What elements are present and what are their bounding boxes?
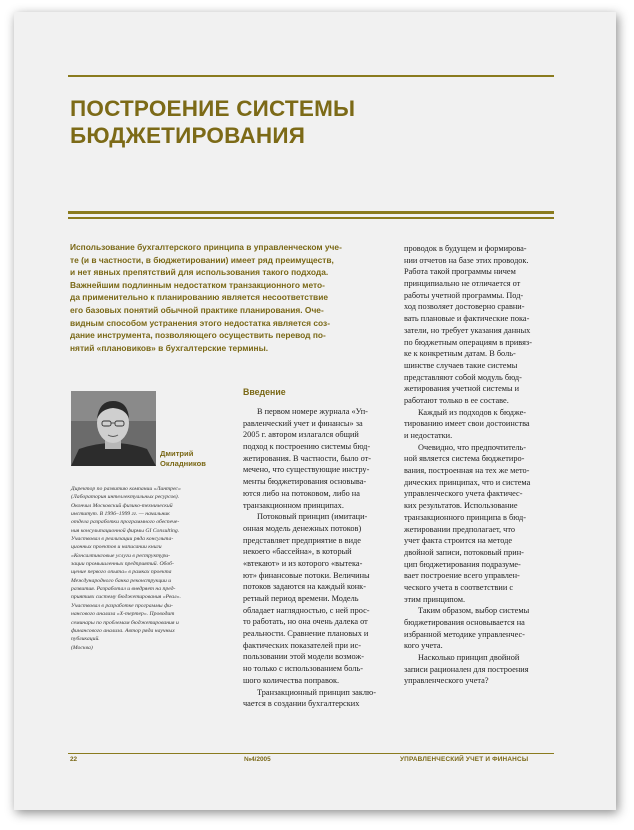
author-photo xyxy=(71,391,156,466)
body-line: подход к построению системы бюд- xyxy=(243,442,371,452)
bio-line: нансового анализа «Х-тертер». Проводит xyxy=(71,611,175,618)
body-line: Таким образом, выбор системы xyxy=(418,606,530,616)
body-line: цип бюджетирования подразуме- xyxy=(404,559,521,569)
body-line: Каждый из подходов к бюдже- xyxy=(418,407,527,417)
article-title xyxy=(70,95,540,149)
body-line: проводок в будущем и формирова- xyxy=(404,244,527,253)
body-line: но только с использованием боль- xyxy=(243,664,363,674)
body-line: записи рационален для построения xyxy=(404,664,529,674)
body-line: ход позволяет достоверно сравни- xyxy=(404,302,525,312)
body-line: 2005 г. автором излагался общий xyxy=(243,430,359,440)
bio-line: развития. Разработал и внедряет на пред- xyxy=(71,586,176,593)
title-rule-top xyxy=(68,211,554,214)
body-line: представляют собой модуль бюд- xyxy=(404,372,522,382)
body-line: «втекают» и из которого «вытека- xyxy=(243,558,363,568)
body-line: работают только в ее составе. xyxy=(404,395,509,405)
issue-number: №4/2005 xyxy=(244,756,271,763)
body-line: Транзакционный принцип заклю- xyxy=(257,687,376,697)
bio-line: Участвовал в разработке программы фи- xyxy=(71,602,173,609)
body-line: жетирования учетной системы и xyxy=(404,384,520,394)
bio-line: институт. В 1996–1999 гг. — начальник xyxy=(71,511,170,518)
body-line: ются либо на потоковом, либо на xyxy=(243,488,360,498)
body-line: представляет предприятие в виде xyxy=(243,535,361,545)
lead-line: Важнейшим подлинным недостатком транзакционного мето- xyxy=(70,279,325,290)
body-line: нии отчетов на базе этих проводок. xyxy=(404,255,529,265)
page-number: 22 xyxy=(70,756,78,763)
body-line: равленческий учет и финансы» за xyxy=(243,418,363,428)
body-line: транзакционном принципах. xyxy=(243,500,344,510)
lead-line: Использование бухгалтерского принципа в управленческом уче- xyxy=(70,242,342,252)
section-heading: Введение xyxy=(243,387,286,397)
body-line: Насколько принцип двойной xyxy=(418,653,520,663)
title-line: БЮДЖЕТИРОВАНИЯ xyxy=(70,123,306,148)
body-line: некоего «бассейна», в который xyxy=(243,547,352,557)
bio-line: Участвовал в реализации ряда консульта- xyxy=(71,536,174,543)
author-bio xyxy=(71,485,223,652)
bio-line: ния консультационной фирмы GI Consulting. xyxy=(71,527,180,534)
body-line: управленческого учета фактичес- xyxy=(404,489,523,499)
body-line: вания, построенная на тех же мето- xyxy=(404,466,530,476)
bio-line: зации промышленных предприятий. Обоб- xyxy=(71,561,174,568)
body-line: управленческого учета? xyxy=(404,676,489,686)
author-last-name: Окладников xyxy=(160,458,206,468)
body-line: В первом номере журнала «Уп- xyxy=(257,407,368,416)
bio-line: финансового анализа. Автор ряда научных xyxy=(71,627,175,634)
body-line: этим принципом. xyxy=(404,594,466,604)
journal-name: УПРАВЛЕНЧЕСКИЙ УЧЕТ И ФИНАНСЫ xyxy=(400,756,529,763)
body-line: ретный период времени. Модель xyxy=(243,594,359,603)
lead-line: видным способом устранения этого недостатка является соз- xyxy=(70,317,330,328)
body-line: реальности. Сравнение плановых и xyxy=(243,629,369,639)
body-line: потоков задаются на каждый конк- xyxy=(243,582,366,592)
body-line: шого количества поправок. xyxy=(243,675,340,685)
body-line: Потоковый принцип (имитаци- xyxy=(257,512,368,522)
body-line: ной является система бюджетиро- xyxy=(404,454,525,464)
body-line: вать плановые и фактические пока- xyxy=(404,314,530,324)
body-line: чается в создании бухгалтерских xyxy=(243,699,360,709)
bio-line: публикаций. xyxy=(71,636,100,643)
body-line: тированию имеет свои достоинства xyxy=(404,419,530,429)
bio-line: отдела разработки программного обеспече- xyxy=(71,519,180,526)
body-line: пользовании этой модели возмож- xyxy=(243,652,364,662)
body-line: фактических показателей при ис- xyxy=(243,640,362,650)
body-line: мечено, что существующие инстру- xyxy=(243,465,370,475)
lead-paragraph xyxy=(70,241,390,354)
body-line: избранной методике управленчес- xyxy=(404,629,525,639)
title-line: ПОСТРОЕНИЕ СИСТЕМЫ xyxy=(70,96,356,121)
body-line: жетировании предполагает, что xyxy=(404,524,515,534)
lead-line: его базовых понятий обычной практике планирования. Оче- xyxy=(70,304,324,315)
top-rule xyxy=(68,75,554,77)
lead-line: те (и в частности, в бюджетировании) имеет ряд преимуществ, xyxy=(70,254,334,265)
body-line: вает построение всего управлен- xyxy=(404,571,520,581)
body-line: ке к конкретным датам. В боль- xyxy=(404,349,516,359)
body-line: жетирования. В частности, было от- xyxy=(243,453,372,463)
body-line: и недостатки. xyxy=(404,431,453,440)
bio-line: ционных проектов и написании книги xyxy=(71,544,162,551)
bio-line: (Лаборатория интеллектуальных ресурсов). xyxy=(71,494,180,501)
bio-line: Международного банка реконструкции и xyxy=(71,577,172,584)
body-line: онная модель денежных потоков) xyxy=(243,523,362,533)
body-line: Работа такой программы ничем xyxy=(404,267,516,277)
lead-line: да применительно к планированию является несоответствие xyxy=(70,292,329,303)
body-column-right xyxy=(404,243,554,687)
body-line: учет факта строится на методе xyxy=(404,536,513,546)
body-line: принципиально не отличается от xyxy=(404,279,521,289)
body-line: по бюджетным операциям в привяз- xyxy=(404,337,532,347)
body-line: работы учетной программы. Под- xyxy=(404,290,524,300)
body-line: затели, но требует указания данных xyxy=(404,325,531,335)
bio-line: Директор по развитию компании «Линтрес» xyxy=(71,486,181,492)
bio-line: семинары по проблемам бюджетирования и xyxy=(71,619,179,626)
body-line: обладает наглядностью, с ней прос- xyxy=(243,605,370,615)
bio-line: приятиях систему бюджетирования «Реал». xyxy=(71,594,181,601)
lead-line: нятий «плановиков» в бухгалтерские термины. xyxy=(70,342,269,353)
body-line: ческого учета в соответствии с xyxy=(404,582,514,592)
body-line: двойной записи, потоковый прин- xyxy=(404,547,524,557)
body-line: кого учета. xyxy=(404,641,443,651)
body-line: то работать, но она очень далека от xyxy=(243,617,368,627)
body-line: бюджетирования основывается на xyxy=(404,618,525,627)
author-portrait-image xyxy=(71,391,156,466)
body-line: менты бюджетирования основыва- xyxy=(243,477,367,487)
body-line: Очевидно, что предпочтитель- xyxy=(418,442,527,452)
body-line: транзакционного принципа в бюд- xyxy=(404,512,526,522)
body-line: ют» финансовые потоки. Величины xyxy=(243,570,370,580)
footer-rule xyxy=(68,753,554,754)
body-line: дических принципах, что и система xyxy=(404,477,531,487)
author-name xyxy=(160,449,206,468)
lead-line: дание инструмента, позволяющего осуществить перевод по- xyxy=(70,330,326,341)
body-column-middle xyxy=(243,406,393,710)
bio-line: (Москва) xyxy=(71,644,93,651)
body-line: ких результатов. Использование xyxy=(404,501,518,511)
bio-line: щение первого опыта» в рамках проекта xyxy=(71,569,172,576)
title-rule-bottom xyxy=(68,217,554,219)
body-line: шинстве случаев такие системы xyxy=(404,360,518,370)
lead-line: и нет явных препятствий для использования такого подхода. xyxy=(70,267,329,278)
bio-line: Окончил Московский физико-технический xyxy=(71,502,173,509)
author-first-name: Дмитрий xyxy=(160,449,194,458)
bio-line: «Консалтинговые услуги в реструктури- xyxy=(71,552,171,559)
